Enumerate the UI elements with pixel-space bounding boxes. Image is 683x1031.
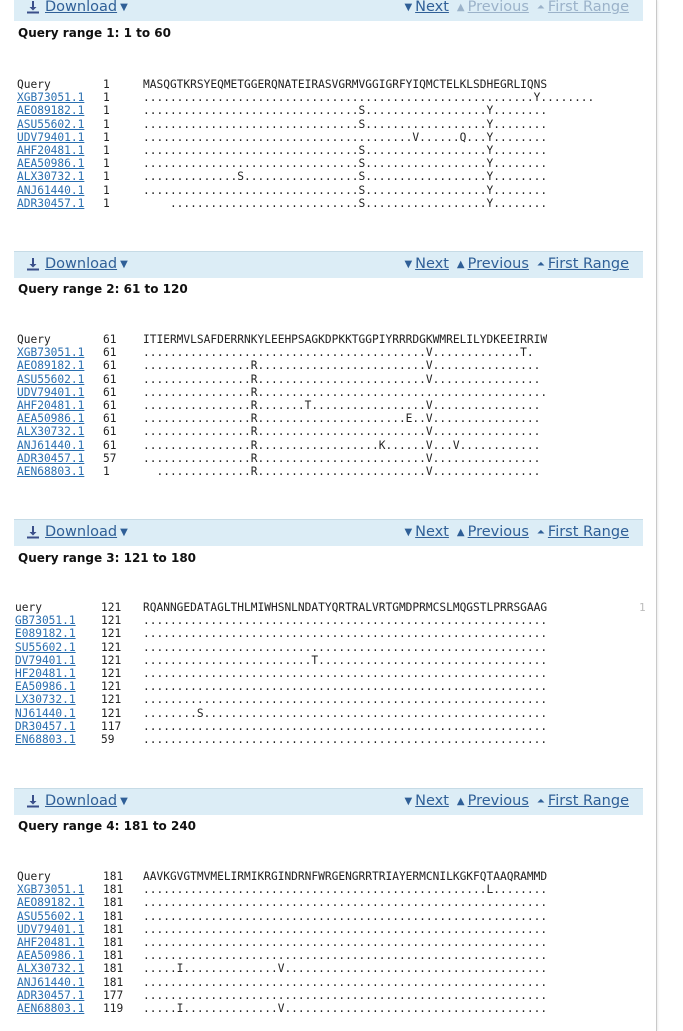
subject-start: 61	[103, 438, 117, 452]
first-range-label: First Range	[547, 793, 629, 809]
accession-link[interactable]: NJ61440.1	[15, 706, 76, 720]
next-label: Next	[415, 0, 449, 15]
download-button[interactable]	[26, 524, 128, 540]
subject-sequence: ................................S..................Y........	[143, 117, 548, 131]
range-toolbar-3	[14, 519, 643, 546]
alignment-row	[17, 184, 594, 197]
subject-sequence: ............................................................	[143, 922, 548, 936]
query-label: Query	[17, 78, 51, 91]
subject-start: 181	[103, 909, 124, 923]
next-link[interactable]	[404, 256, 448, 272]
alignment-row	[15, 641, 547, 654]
subject-start: 121	[101, 653, 122, 667]
subject-sequence: ..............R.........................V................	[143, 464, 541, 478]
subject-start: 121	[101, 666, 122, 680]
alignment-block-1	[17, 78, 594, 210]
query-sequence: MASQGTKRSYEQMETGGERQNATEIRASVGRMVGGIGRFYIQMCTELKLSDHEGRLIQNS	[143, 78, 548, 91]
alignment-row	[17, 373, 547, 386]
subject-sequence: ............................................................	[143, 719, 548, 733]
accession-link[interactable]: XGB73051.1	[17, 346, 85, 360]
subject-sequence: ................R......................E..V................	[143, 412, 541, 426]
range-title: Query range 3: 121 to 180	[18, 551, 197, 565]
subject-sequence: .........................T..................................	[143, 653, 548, 667]
subject-sequence: ................................S..................Y........	[143, 143, 548, 157]
query-start: 61	[103, 333, 117, 346]
first-range-link[interactable]	[537, 256, 629, 272]
subject-sequence: ............................................................	[143, 666, 548, 680]
subject-start: 1	[103, 91, 110, 105]
query-start: 121	[101, 601, 122, 614]
range-title: Query range 2: 61 to 120	[18, 282, 188, 296]
subject-sequence: ............................................................	[143, 732, 548, 746]
subject-start: 57	[103, 451, 117, 465]
subject-sequence: ................................S..................Y........	[143, 157, 548, 171]
alignment-row	[17, 976, 547, 989]
accession-link[interactable]: AEA50986.1	[17, 157, 85, 171]
subject-start: 121	[101, 614, 122, 628]
accession-link[interactable]: AEA50986.1	[17, 412, 85, 426]
subject-start: 61	[103, 346, 117, 360]
query-row	[17, 870, 547, 883]
arrow-down-icon: ▼	[404, 795, 413, 807]
query-label: uery	[15, 601, 42, 614]
subject-sequence: ............................................................	[143, 614, 548, 628]
subject-sequence: ................R.......T.................V................	[143, 398, 541, 412]
accession-link[interactable]: AHF20481.1	[17, 143, 85, 157]
accession-link[interactable]: DV79401.1	[15, 653, 76, 667]
subject-start: 1	[103, 130, 110, 144]
previous-link	[457, 0, 529, 15]
next-link[interactable]	[404, 0, 448, 15]
double-arrow-up-icon: ⏶	[536, 258, 545, 270]
subject-sequence: ................R...........................................	[143, 385, 548, 399]
alignment-row	[17, 896, 547, 909]
alignment-block-4	[17, 870, 547, 1015]
subject-start: 61	[103, 359, 117, 373]
subject-sequence: ............................................................	[143, 640, 548, 654]
subject-start: 121	[101, 640, 122, 654]
alignment-row	[15, 667, 547, 680]
alignment-row	[17, 465, 547, 478]
alignment-row	[17, 399, 547, 412]
alignment-row	[17, 197, 594, 210]
subject-sequence: ..........................................................Y........	[143, 91, 595, 105]
accession-link[interactable]: ANJ61440.1	[17, 975, 85, 989]
alignment-row	[15, 614, 547, 627]
subject-start: 1	[103, 196, 110, 210]
subject-start: 181	[103, 962, 124, 976]
accession-link[interactable]: XGB73051.1	[17, 91, 85, 105]
accession-link[interactable]: EA50986.1	[15, 680, 76, 694]
alignment-row	[15, 733, 547, 746]
subject-sequence: .....I..............V.......................................	[143, 962, 548, 976]
accession-link[interactable]: AEA50986.1	[17, 949, 85, 963]
subject-start: 181	[103, 922, 124, 936]
subject-sequence: ............................................................	[143, 680, 548, 694]
next-link[interactable]	[404, 524, 448, 540]
previous-link[interactable]	[457, 524, 529, 540]
accession-link[interactable]: ALX30732.1	[17, 962, 85, 976]
range-toolbar-2	[14, 251, 643, 278]
alignment-row	[17, 439, 547, 452]
accession-link[interactable]: AEO89182.1	[17, 896, 85, 910]
subject-sequence: ............................................................	[143, 693, 548, 707]
previous-label: Previous	[467, 524, 529, 540]
accession-link[interactable]: DR30457.1	[15, 719, 76, 733]
alignment-row	[17, 962, 547, 975]
alignment-row	[17, 170, 594, 183]
alignment-row	[17, 949, 547, 962]
subject-start: 61	[103, 372, 117, 386]
next-label: Next	[415, 793, 449, 809]
alignment-row	[17, 91, 594, 104]
subject-start: 177	[103, 988, 124, 1002]
accession-link[interactable]: UDV79401.1	[17, 385, 85, 399]
arrow-down-icon: ▼	[404, 1, 413, 13]
accession-link[interactable]: AEO89182.1	[17, 104, 85, 118]
first-range-label: First Range	[547, 0, 629, 15]
alignment-row	[17, 936, 547, 949]
subject-start: 1	[103, 157, 110, 171]
download-button[interactable]	[26, 793, 128, 809]
alignment-row	[17, 386, 547, 399]
subject-sequence: ................R.........................V................	[143, 359, 541, 373]
range-nav	[404, 524, 629, 540]
arrow-up-icon: ▲	[456, 795, 465, 807]
truncation-mark: 1	[639, 601, 646, 614]
subject-sequence: ............................................................	[143, 988, 548, 1002]
accession-link[interactable]: EN68803.1	[15, 732, 76, 746]
accession-link[interactable]: AHF20481.1	[17, 935, 85, 949]
subject-start: 181	[103, 896, 124, 910]
subject-sequence: ............................................................	[143, 975, 548, 989]
query-sequence: RQANNGEDATAGLTHLMIWHSNLNDATYQRTRALVRTGMDPRMCSLMQGSTLPRRSGAAG	[143, 601, 548, 614]
accession-link[interactable]: UDV79401.1	[17, 130, 85, 144]
first-range-link	[537, 0, 629, 15]
subject-start: 59	[101, 732, 115, 746]
alignment-row	[17, 359, 547, 372]
subject-start: 181	[103, 975, 124, 989]
subject-start: 181	[103, 949, 124, 963]
subject-start: 61	[103, 385, 117, 399]
alignment-row	[17, 923, 547, 936]
query-label: Query	[17, 333, 51, 346]
chevron-down-icon: ▼	[120, 1, 128, 13]
alignment-row	[17, 104, 594, 117]
accession-link[interactable]: E089182.1	[15, 627, 76, 641]
subject-sequence: ...................................................L........	[143, 883, 548, 897]
first-range-label: First Range	[547, 256, 629, 272]
subject-sequence: ................R.........................V................	[143, 451, 541, 465]
first-range-link[interactable]	[537, 524, 629, 540]
accession-link[interactable]: AEO89182.1	[17, 359, 85, 373]
subject-start: 121	[101, 693, 122, 707]
accession-link[interactable]: AEN68803.1	[17, 464, 85, 478]
accession-link[interactable]: ANJ61440.1	[17, 183, 85, 197]
subject-sequence: ................................S..................Y........	[143, 183, 548, 197]
alignment-row	[15, 693, 547, 706]
accession-link[interactable]: ASU55602.1	[17, 372, 85, 386]
alignment-block-2	[17, 333, 547, 478]
subject-sequence: ................R..................K......V...V............	[143, 438, 541, 452]
chevron-down-icon: ▼	[120, 526, 128, 538]
double-arrow-up-icon: ⏶	[536, 795, 545, 807]
next-label: Next	[415, 524, 449, 540]
download-icon	[26, 0, 40, 14]
alignment-row	[17, 910, 547, 923]
accession-link[interactable]: AHF20481.1	[17, 398, 85, 412]
chevron-down-icon: ▼	[120, 258, 128, 270]
accession-link[interactable]: ADR30457.1	[17, 451, 85, 465]
previous-link[interactable]	[457, 256, 529, 272]
arrow-up-icon: ▲	[456, 1, 465, 13]
download-button[interactable]	[26, 0, 128, 15]
alignment-row	[17, 452, 547, 465]
previous-link[interactable]	[457, 793, 529, 809]
query-sequence: AAVKGVGTMVMELIRMIKRGINDRNFWRGENGRRTRIAYERMCNILKGKFQTAAQRAMMD	[143, 870, 548, 883]
download-icon	[26, 257, 40, 271]
accession-link[interactable]: ANJ61440.1	[17, 438, 85, 452]
download-button[interactable]	[26, 256, 128, 272]
subject-start: 1	[103, 117, 110, 131]
subject-start: 61	[103, 412, 117, 426]
first-range-label: First Range	[547, 524, 629, 540]
range-toolbar-4	[14, 788, 643, 815]
subject-start: 181	[103, 935, 124, 949]
subject-sequence: ........................................V......Q...Y........	[143, 130, 548, 144]
double-arrow-up-icon: ⏶	[536, 526, 545, 538]
alignment-row	[17, 1002, 547, 1015]
subject-start: 1	[103, 104, 110, 118]
accession-link[interactable]: ASU55602.1	[17, 909, 85, 923]
subject-sequence: ..........................................V.............T.	[143, 346, 534, 360]
range-toolbar-1	[14, 0, 643, 21]
subject-start: 121	[101, 706, 122, 720]
arrow-down-icon: ▼	[404, 258, 413, 270]
subject-start: 1	[103, 170, 110, 184]
subject-start: 121	[101, 627, 122, 641]
accession-link[interactable]: GB73051.1	[15, 614, 76, 628]
alignment-row	[17, 412, 547, 425]
double-arrow-up-icon: ⏶	[536, 1, 545, 13]
accession-link[interactable]: ALX30732.1	[17, 170, 85, 184]
alignment-row	[15, 680, 547, 693]
alignment-row	[15, 654, 547, 667]
accession-link[interactable]: UDV79401.1	[17, 922, 85, 936]
query-start: 1	[103, 78, 110, 91]
chevron-down-icon: ▼	[120, 795, 128, 807]
alignment-row	[17, 883, 547, 896]
download-label: Download	[45, 524, 118, 540]
previous-label: Previous	[467, 256, 529, 272]
next-label: Next	[415, 256, 449, 272]
subject-sequence: ........S...................................................	[143, 706, 548, 720]
alignment-row	[17, 989, 547, 1002]
subject-sequence: ............................................................	[143, 896, 548, 910]
subject-sequence: .....I..............V.......................................	[143, 1001, 548, 1015]
range-nav	[404, 793, 629, 809]
download-label: Download	[45, 0, 118, 15]
subject-sequence: ............................................................	[143, 935, 548, 949]
previous-label: Previous	[467, 793, 529, 809]
accession-link[interactable]: SU55602.1	[15, 640, 76, 654]
subject-sequence: ............................................................	[143, 949, 548, 963]
download-icon	[26, 525, 40, 539]
arrow-down-icon: ▼	[404, 526, 413, 538]
accession-link[interactable]: HF20481.1	[15, 666, 76, 680]
accession-link[interactable]: ADR30457.1	[17, 988, 85, 1002]
subject-sequence: ............................S..................Y........	[143, 196, 548, 210]
subject-start: 1	[103, 183, 110, 197]
alignment-row	[17, 157, 594, 170]
subject-sequence: ................................S..................Y........	[143, 104, 548, 118]
previous-label: Previous	[467, 0, 529, 15]
query-row	[17, 78, 594, 91]
download-icon	[26, 794, 40, 808]
query-sequence: ITIERMVLSAFDERRNKYLEEHPSAGKDPKKTGGPIYRRRDGKWMRELILYDKEEIRRIW	[143, 333, 548, 346]
accession-link[interactable]: ALX30732.1	[17, 425, 85, 439]
first-range-link[interactable]	[537, 793, 629, 809]
subject-start: 1	[103, 143, 110, 157]
subject-start: 61	[103, 398, 117, 412]
next-link[interactable]	[404, 793, 448, 809]
query-row	[17, 333, 547, 346]
subject-sequence: ..............S.................S..................Y........	[143, 170, 548, 184]
alignment-row	[15, 627, 547, 640]
alignment-row	[17, 425, 547, 438]
subject-sequence: ............................................................	[143, 909, 548, 923]
subject-start: 121	[101, 680, 122, 694]
alignment-row	[17, 118, 594, 131]
alignment-row	[17, 144, 594, 157]
subject-sequence: ................R.........................V................	[143, 372, 541, 386]
arrow-up-icon: ▲	[456, 526, 465, 538]
range-nav	[404, 256, 629, 272]
accession-link[interactable]: ASU55602.1	[17, 117, 85, 131]
query-label: Query	[17, 870, 51, 883]
download-label: Download	[45, 256, 118, 272]
subject-sequence: ............................................................	[143, 627, 548, 641]
alignment-row	[15, 707, 547, 720]
subject-start: 1	[103, 464, 110, 478]
subject-sequence: ................R.........................V................	[143, 425, 541, 439]
range-title: Query range 1: 1 to 60	[18, 26, 171, 40]
accession-link[interactable]: ADR30457.1	[17, 196, 85, 210]
subject-start: 181	[103, 883, 124, 897]
subject-start: 119	[103, 1001, 124, 1015]
arrow-up-icon: ▲	[456, 258, 465, 270]
range-nav	[404, 0, 629, 15]
alignment-block-3	[15, 601, 547, 746]
range-title: Query range 4: 181 to 240	[18, 819, 197, 833]
accession-link[interactable]: XGB73051.1	[17, 883, 85, 897]
accession-link[interactable]: LX30732.1	[15, 693, 76, 707]
query-start: 181	[103, 870, 124, 883]
query-row	[15, 601, 547, 614]
alignment-row	[17, 346, 547, 359]
subject-start: 61	[103, 425, 117, 439]
alignment-row	[15, 720, 547, 733]
subject-start: 117	[101, 719, 122, 733]
alignment-row	[17, 131, 594, 144]
download-label: Download	[45, 793, 118, 809]
accession-link[interactable]: AEN68803.1	[17, 1001, 85, 1015]
